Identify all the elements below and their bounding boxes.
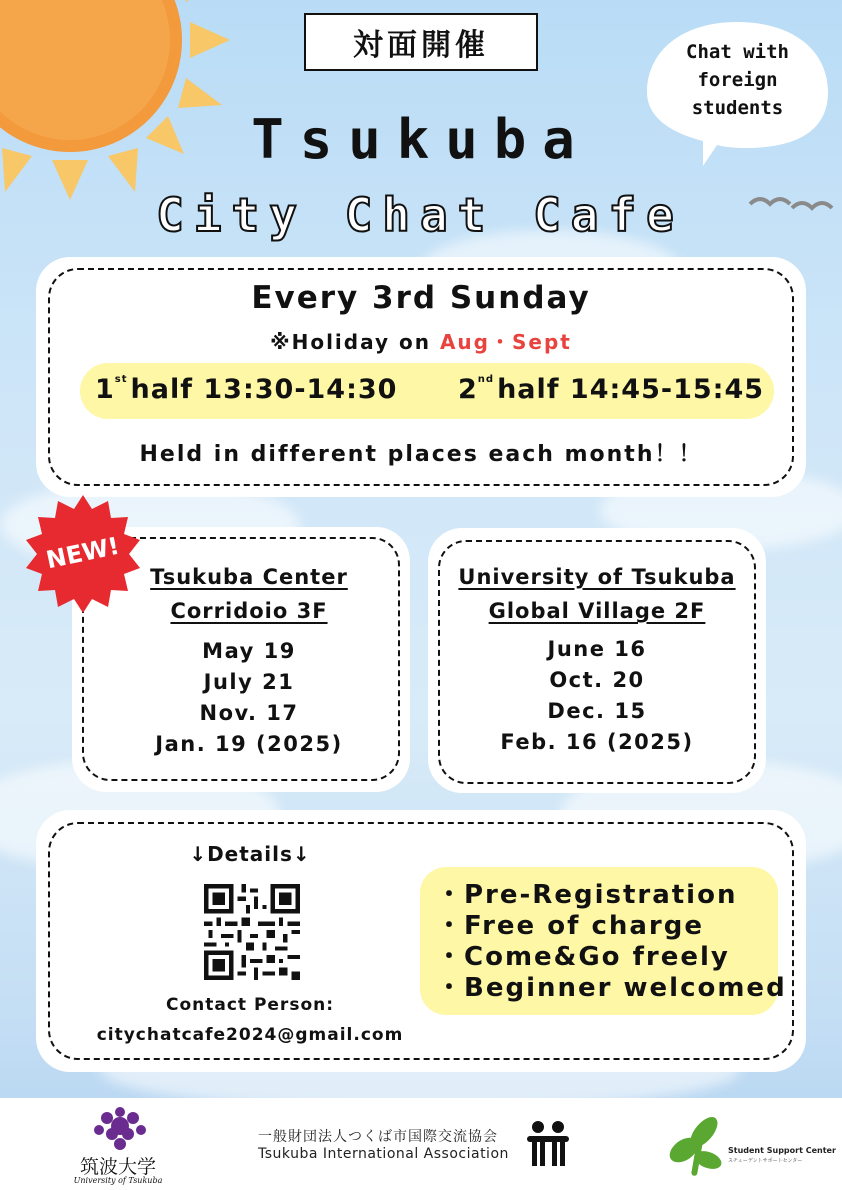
title-city-chat-cafe: City Chat Cafe xyxy=(156,188,684,242)
venue-2-date: Feb. 16 (2025) xyxy=(500,730,694,754)
venue-2-date: June 16 xyxy=(547,637,647,661)
first-half-num: 1 xyxy=(95,374,115,405)
venue-1-name-line1: Tsukuba Center xyxy=(150,565,348,589)
held-note: Held in different places each month！！ xyxy=(139,442,703,467)
second-half-num: 2 xyxy=(458,374,478,405)
holiday-prefix: ※Holiday on xyxy=(270,330,440,354)
tia-jp-name: 一般財団法人つくば市国際交流協会 xyxy=(258,1129,498,1145)
first-half-sup: st xyxy=(114,374,128,385)
benefit-item: ・Come&Go freely xyxy=(436,942,730,972)
second-half-time xyxy=(458,374,764,405)
university-of-tsukuba-logo xyxy=(70,1104,170,1154)
venue-1-dates xyxy=(95,636,403,760)
holiday-note xyxy=(0,326,842,355)
venue-2-name xyxy=(440,560,754,628)
bubble-line-1: Chat with xyxy=(686,41,789,63)
new-badge-text: NEW! xyxy=(43,531,122,575)
venue-2-name-line1: University of Tsukuba xyxy=(458,565,736,589)
benefits-list xyxy=(436,880,787,1004)
venue-1-date: July 21 xyxy=(203,670,295,694)
venue-2-dates xyxy=(440,634,754,758)
contact-email[interactable]: citychatcafe2024@gmail.com xyxy=(96,1025,404,1045)
first-half-text: half 13:30-14:30 xyxy=(130,374,398,405)
first-half-time xyxy=(95,374,397,405)
holiday-months: Aug・Sept xyxy=(439,330,572,354)
contact-label: Contact Person: xyxy=(165,995,335,1015)
bubble-line-2: foreign xyxy=(697,69,778,91)
venue-1-date: Jan. 19 (2025) xyxy=(155,732,343,756)
venue-1-date: May 19 xyxy=(202,639,296,663)
title-tsukuba: Tsukuba xyxy=(251,108,591,171)
second-half-text: half 14:45-15:45 xyxy=(497,374,765,405)
tsukuba-jp-name: 筑波大学 xyxy=(79,1156,156,1178)
venue-2-date: Oct. 20 xyxy=(549,668,645,692)
contact-info xyxy=(60,990,440,1050)
details-label: ↓Details↓ xyxy=(189,842,311,866)
venue-1-date: Nov. 17 xyxy=(199,701,299,725)
ssc-en-name: Student Support Center xyxy=(728,1146,836,1155)
venue-1-name-line2: Corridoio 3F xyxy=(170,599,328,623)
benefit-item: ・Pre-Registration xyxy=(436,880,738,910)
benefit-item: ・Free of charge xyxy=(436,911,704,941)
tsukuba-en-name: University of Tsukuba xyxy=(73,1176,163,1185)
second-half-sup: nd xyxy=(477,374,495,385)
birds-illustration xyxy=(748,190,834,220)
in-person-banner: 対面開催 xyxy=(304,13,538,71)
venue-2-date: Dec. 15 xyxy=(547,699,647,723)
benefit-item: ・Beginner welcomed xyxy=(436,973,787,1003)
tia-en-name: Tsukuba International Association xyxy=(258,1146,509,1162)
student-support-center-logo xyxy=(664,1110,730,1178)
ssc-jp-name: スチューデントサポートセンター xyxy=(728,1158,803,1164)
bubble-line-3: students xyxy=(691,97,784,119)
people-icon xyxy=(527,1120,569,1166)
schedule-title: Every 3rd Sunday xyxy=(251,280,591,316)
new-badge xyxy=(22,493,144,615)
venue-2-name-line2: Global Village 2F xyxy=(488,599,706,623)
qr-code-icon[interactable] xyxy=(200,880,304,984)
